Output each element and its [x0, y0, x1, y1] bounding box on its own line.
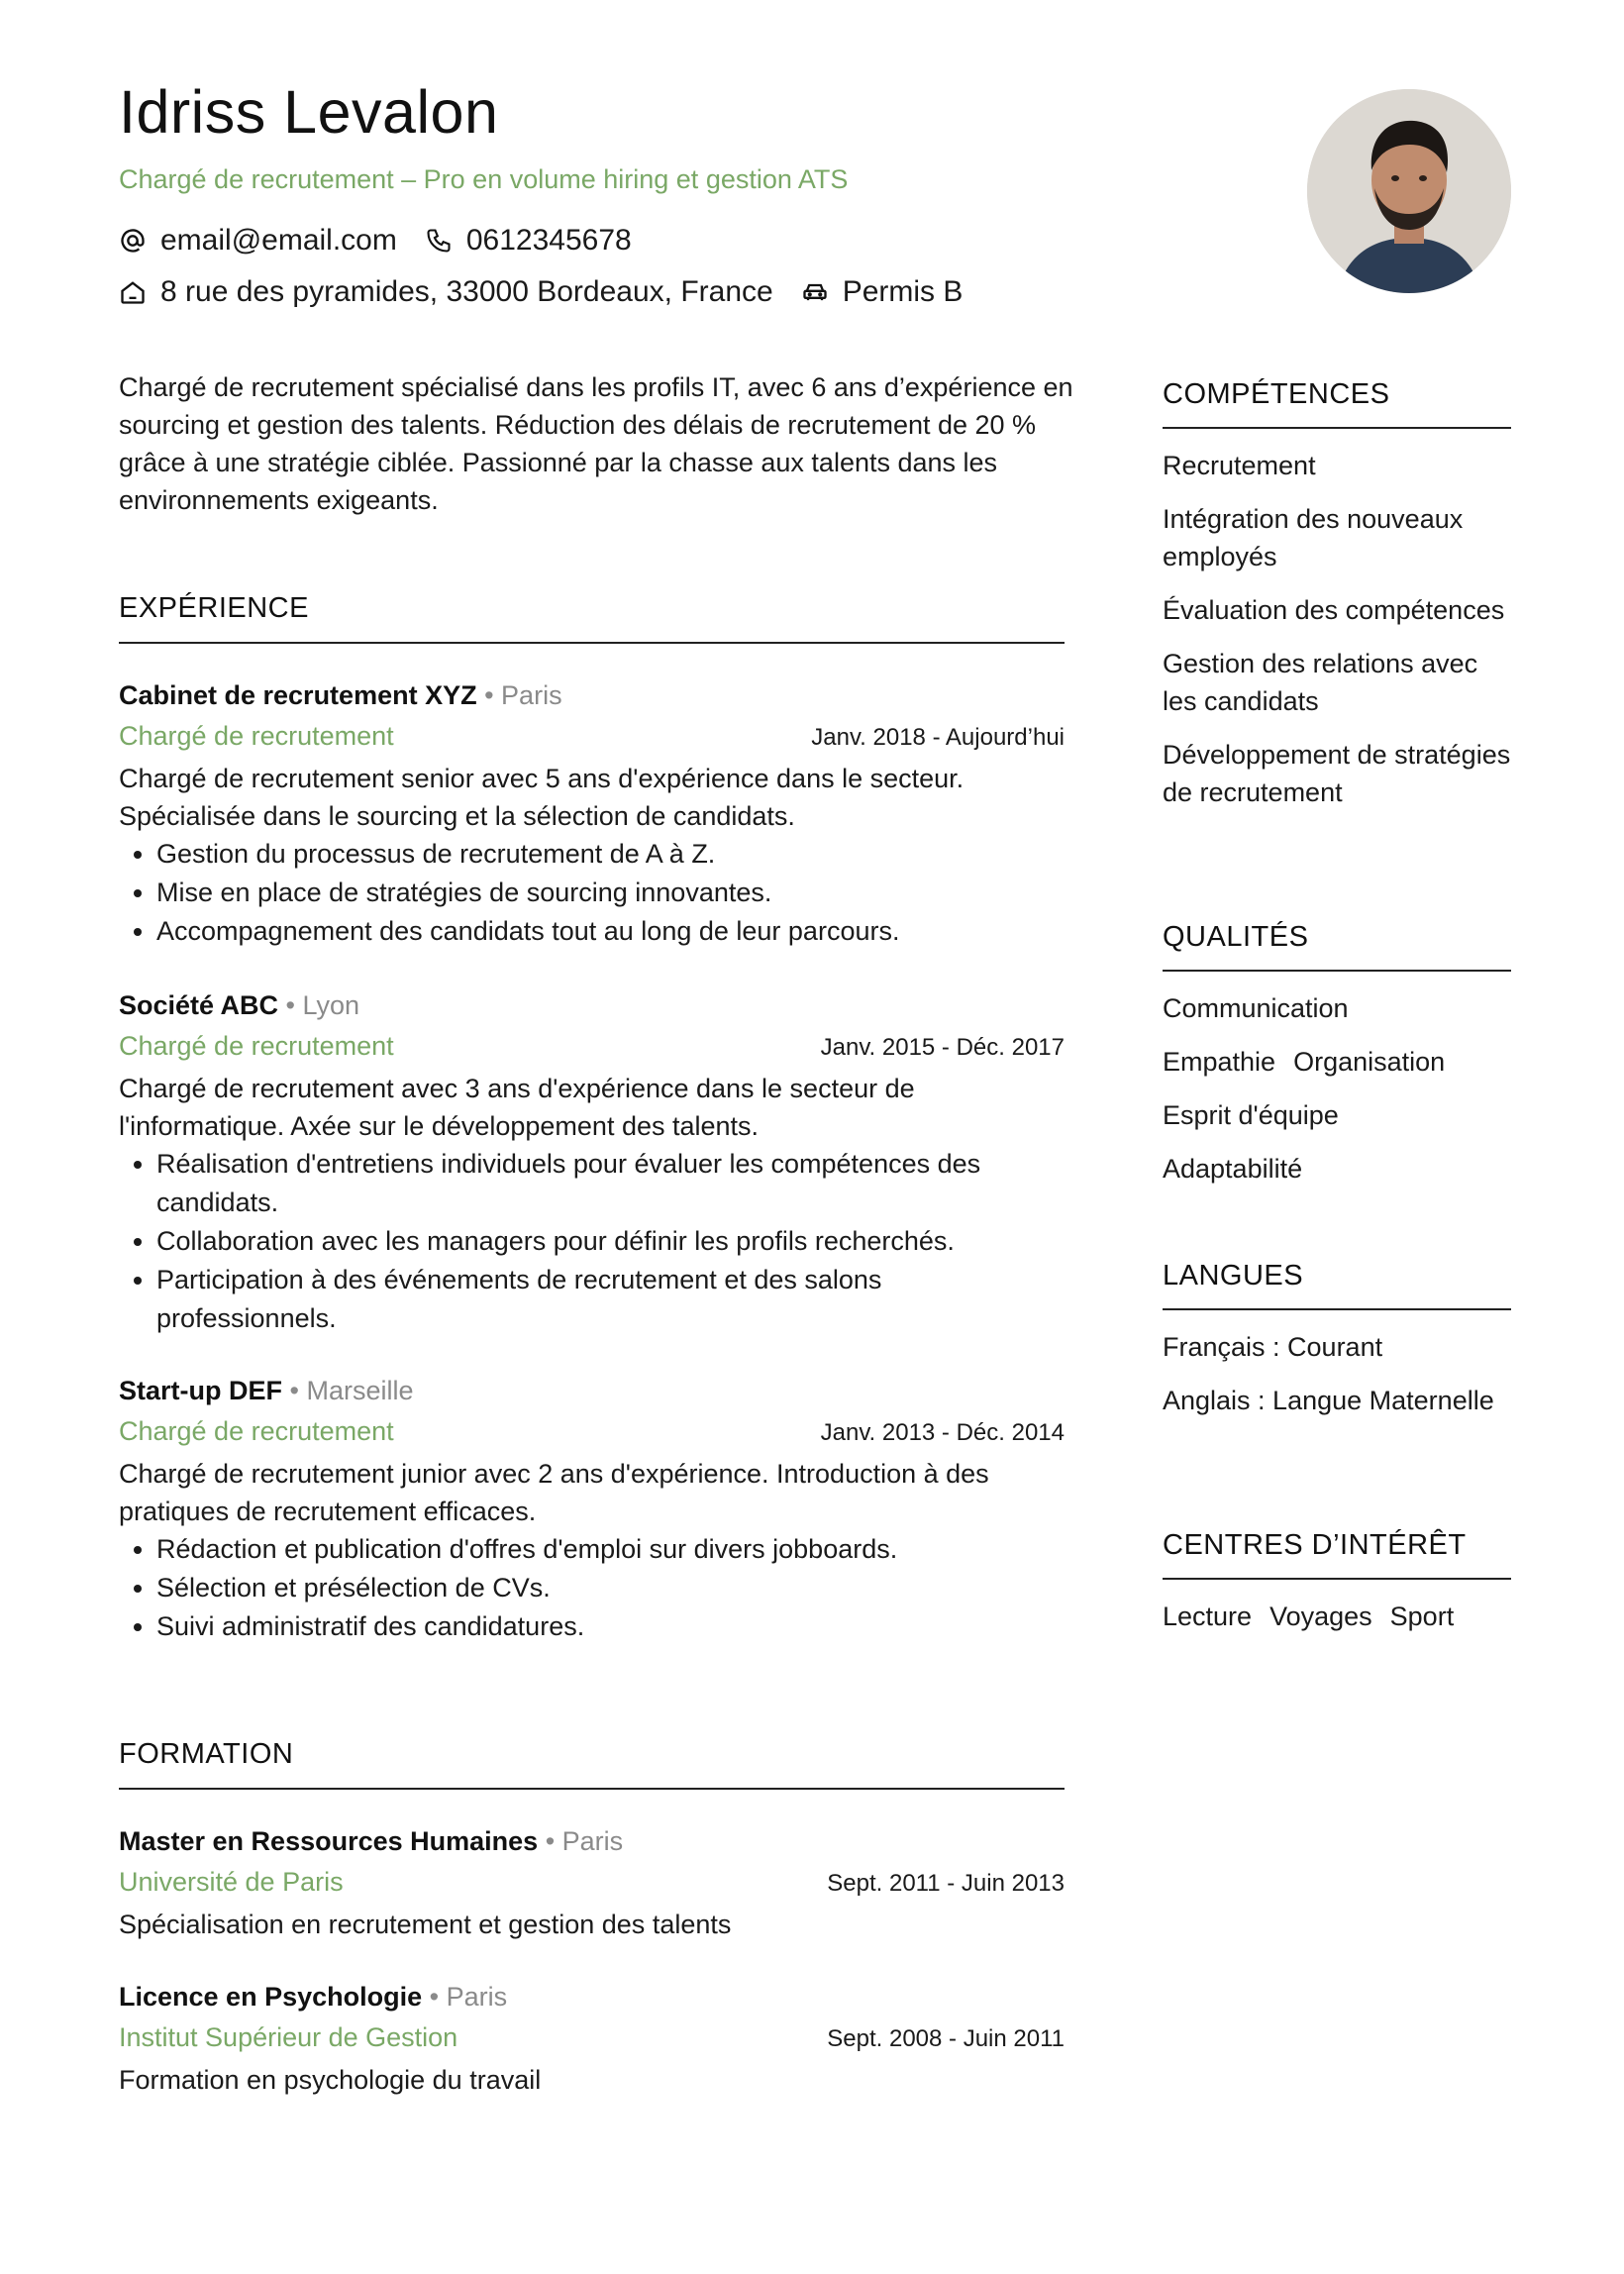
- job-3: [119, 1372, 1065, 1646]
- education-2-desc: Formation en psychologie du travail: [119, 2065, 542, 2095]
- job-3-sub: [119, 1409, 1065, 1455]
- job-1-location: • Paris: [476, 680, 562, 710]
- job-3-company: Start-up DEF: [119, 1376, 282, 1405]
- job-2-dates: Janv. 2015 - Déc. 2017: [820, 1034, 1065, 1061]
- address-text: 8 rue des pyramides, 33000 Bordeaux, France: [160, 275, 773, 308]
- job-3-dates: Janv. 2013 - Déc. 2014: [820, 1419, 1065, 1446]
- education-2-school: Institut Supérieur de Gestion: [119, 2022, 458, 2052]
- education-rule: [119, 1788, 1065, 1790]
- job-3-location: • Marseille: [282, 1376, 414, 1405]
- phone-item: [425, 224, 632, 258]
- education-2-location: • Paris: [422, 1982, 508, 2012]
- quality-row: [1163, 1043, 1511, 1081]
- phone-text: 0612345678: [465, 224, 632, 257]
- job-2-role: Chargé de recrutement: [119, 1031, 394, 1061]
- skill-item: Intégration des nouveaux employés: [1163, 504, 1464, 571]
- language-item: Français : Courant: [1163, 1332, 1383, 1362]
- license-text: Permis B: [842, 275, 964, 308]
- education-title: FORMATION: [119, 1738, 294, 1770]
- list-item: • Collaboration avec les managers pour définir les profils recherchés.: [156, 1222, 1065, 1261]
- interests-row: [1163, 1598, 1511, 1635]
- car-icon: [801, 278, 829, 306]
- education-1-desc: Spécialisation en recrutement et gestion des talents: [119, 1910, 732, 1939]
- job-1-dates: Janv. 2018 - Aujourd’hui: [811, 724, 1065, 751]
- profile-summary: Chargé de recrutement spécialisé dans les profils IT, avec 6 ans d’expérience en sourcing et gestion des talents. Réduction des délais de recrutement de 20 % grâce à une stratégie ciblée. Passionné par la chasse aux talents dans les environnements exigeants.: [119, 372, 1073, 515]
- job-1-role: Chargé de recrutement: [119, 721, 394, 751]
- languages-rule: [1163, 1308, 1511, 1310]
- contact-row-2: [119, 275, 990, 309]
- job-3-bullets: [119, 1530, 1065, 1646]
- qualities-section: [1163, 921, 1511, 1203]
- education-2-sub: [119, 2016, 1065, 2061]
- job-2-bullets: [119, 1145, 1065, 1338]
- job-2-sub: [119, 1024, 1065, 1070]
- contact-row-1: [119, 224, 660, 258]
- experience-title: EXPÉRIENCE: [119, 592, 309, 624]
- job-1-bullets: [119, 835, 1065, 951]
- candidate-subtitle: Chargé de recrutement – Pro en volume hiring et gestion ATS: [119, 164, 849, 194]
- interest-item: Sport: [1389, 1602, 1455, 1631]
- education-1-school: Université de Paris: [119, 1867, 344, 1897]
- education-1: [119, 1822, 1065, 1943]
- interest-item: Lecture: [1163, 1602, 1253, 1631]
- job-2-desc: Chargé de recrutement avec 3 ans d'expérience dans le secteur de l'informatique. Axée sur le développement des talents.: [119, 1074, 915, 1141]
- education-1-dates: Sept. 2011 - Juin 2013: [827, 1870, 1065, 1897]
- job-3-desc: Chargé de recrutement junior avec 2 ans d'expérience. Introduction à des pratiques de recrutement efficaces.: [119, 1459, 989, 1526]
- languages-title: LANGUES: [1163, 1260, 1304, 1292]
- list-item: • Mise en place de stratégies de sourcing innovantes.: [156, 874, 1065, 912]
- qualities-title: QUALITÉS: [1163, 921, 1309, 953]
- list-item: • Rédaction et publication d'offres d'emploi sur divers jobboards.: [156, 1530, 1065, 1569]
- avatar-photo-icon: [1307, 89, 1511, 293]
- job-2-company: Société ABC: [119, 990, 279, 1020]
- list-item: • Réalisation d'entretiens individuels pour évaluer les compétences des candidats.: [156, 1145, 1065, 1222]
- interest-item: Voyages: [1269, 1602, 1372, 1631]
- interests-rule: [1163, 1578, 1511, 1580]
- phone-icon: [425, 227, 453, 255]
- language-item: Anglais : Langue Maternelle: [1163, 1386, 1494, 1415]
- address-item: [119, 275, 773, 309]
- job-2-head: [119, 986, 1065, 1024]
- education-1-location: • Paris: [538, 1826, 624, 1856]
- job-1-sub: [119, 714, 1065, 760]
- list-item: • Accompagnement des candidats tout au long de leur parcours.: [156, 912, 1065, 951]
- list-item: • Sélection et présélection de CVs.: [156, 1569, 1065, 1607]
- experience-rule: [119, 642, 1065, 644]
- job-1-company: Cabinet de recrutement XYZ: [119, 680, 477, 710]
- job-3-role: Chargé de recrutement: [119, 1416, 394, 1446]
- skills-rule: [1163, 427, 1511, 429]
- email-text: email@email.com: [160, 224, 397, 257]
- job-2-location: • Lyon: [278, 990, 360, 1020]
- quality-item: Communication: [1163, 993, 1349, 1023]
- interests-section: [1163, 1529, 1511, 1651]
- list-item: • Participation à des événements de recrutement et des salons professionnels.: [156, 1261, 1065, 1338]
- qualities-rule: [1163, 970, 1511, 972]
- skill-item: Recrutement: [1163, 451, 1316, 480]
- education-2-degree: Licence en Psychologie: [119, 1982, 423, 2012]
- skill-item: Gestion des relations avec les candidats: [1163, 649, 1478, 716]
- education-1-sub: [119, 1860, 1065, 1906]
- job-1-head: [119, 676, 1065, 714]
- avatar: [1307, 89, 1511, 293]
- email-item: [119, 224, 397, 258]
- job-2: [119, 986, 1065, 1338]
- quality-item: Adaptabilité: [1163, 1154, 1303, 1184]
- home-icon: [119, 278, 147, 306]
- education-2: [119, 1978, 1065, 2099]
- candidate-name: Idriss Levalon: [119, 78, 499, 146]
- skills-section: [1163, 378, 1511, 827]
- job-1: [119, 676, 1065, 951]
- skills-title: COMPÉTENCES: [1163, 378, 1390, 410]
- skill-item: Évaluation des compétences: [1163, 595, 1505, 625]
- list-item: • Gestion du processus de recrutement de A à Z.: [156, 835, 1065, 874]
- list-item: • Suivi administratif des candidatures.: [156, 1607, 1065, 1646]
- quality-item: Organisation: [1293, 1047, 1446, 1077]
- job-1-desc: Chargé de recrutement senior avec 5 ans d'expérience dans le secteur. Spécialisée dans le sourcing et la sélection de candidats.: [119, 764, 964, 831]
- education-1-head: [119, 1822, 1065, 1860]
- quality-item: Empathie: [1163, 1047, 1276, 1077]
- interests-title: CENTRES D’INTÉRÊT: [1163, 1529, 1467, 1561]
- skill-item: Développement de stratégies de recrutement: [1163, 740, 1511, 807]
- education-2-dates: Sept. 2008 - Juin 2011: [827, 2025, 1065, 2052]
- quality-item: Esprit d'équipe: [1163, 1100, 1339, 1130]
- education-1-degree: Master en Ressources Humaines: [119, 1826, 539, 1856]
- at-icon: [119, 227, 147, 255]
- license-item: [801, 275, 964, 309]
- job-3-head: [119, 1372, 1065, 1409]
- education-2-head: [119, 1978, 1065, 2016]
- languages-section: [1163, 1260, 1511, 1435]
